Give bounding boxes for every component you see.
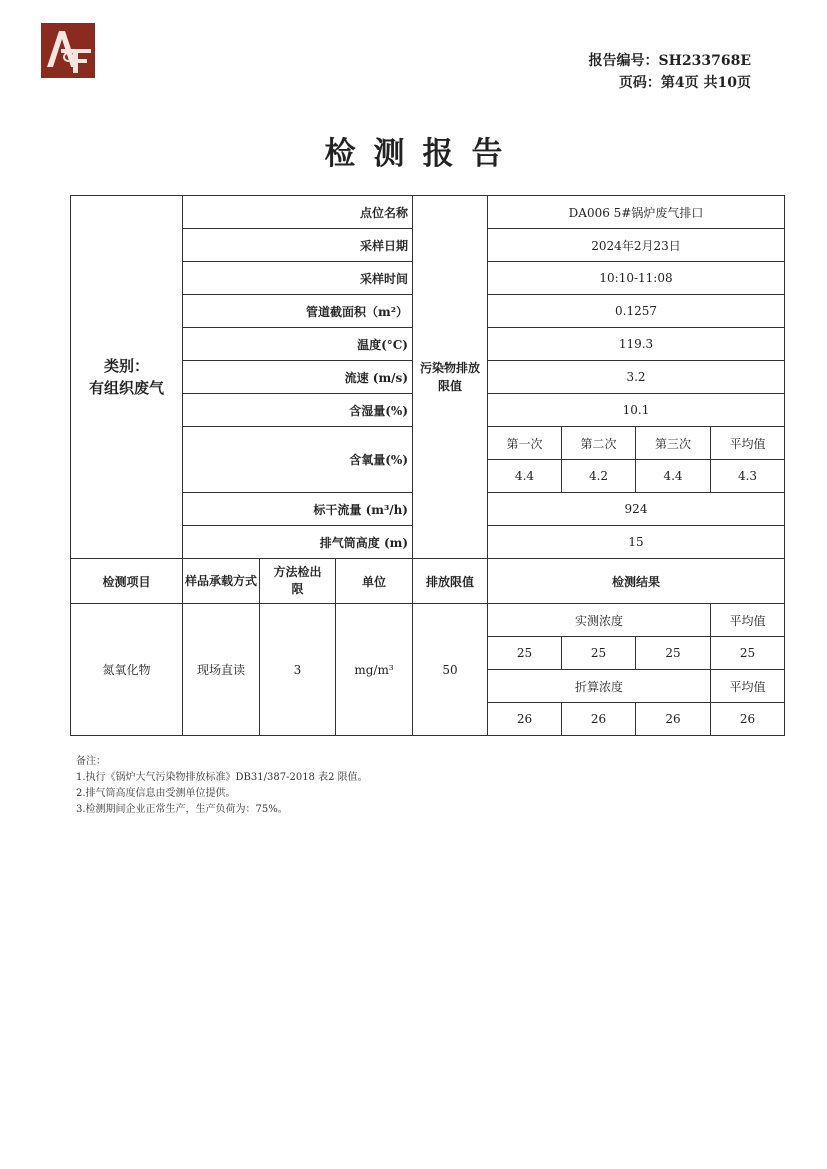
converted-avg-label: 平均值	[711, 670, 785, 703]
converted-value-2: 26	[562, 703, 636, 736]
area-label: 管道截面积（m²）	[183, 295, 413, 328]
converted-value-3: 26	[636, 703, 711, 736]
item-header: 检测项目	[71, 559, 183, 604]
detection-limit-value: 3	[260, 604, 336, 736]
temp-label: 温度(°C)	[183, 328, 413, 361]
humidity-label: 含湿量(%)	[183, 394, 413, 427]
height-value: 15	[488, 526, 785, 559]
area-value: 0.1257	[488, 295, 785, 328]
page-number: 页码：第4页 共10页	[618, 75, 751, 91]
speed-label: 流速 (m/s)	[183, 361, 413, 394]
time-label: 采样时间	[183, 262, 413, 295]
remark-line: 3.检测期间企业正常生产，生产负荷为：75%。	[76, 804, 288, 815]
category-label: 类别：	[103, 357, 149, 375]
converted-avg-value: 26	[711, 703, 785, 736]
carrier-header: 样品承载方式	[183, 559, 260, 604]
remarks	[76, 754, 368, 818]
category-value: 有组织废气	[88, 379, 164, 397]
speed-value: 3.2	[488, 361, 785, 394]
detection-limit-header: 方法检出限	[260, 559, 336, 604]
flow-value: 924	[488, 493, 785, 526]
oxygen-value-avg: 4.3	[711, 460, 785, 493]
oxygen-header-2: 第二次	[562, 427, 636, 460]
test-report-table	[70, 195, 785, 736]
measured-value-3: 25	[636, 637, 711, 670]
measured-avg-label: 平均值	[711, 604, 785, 637]
unit-value: mg/m³	[336, 604, 413, 736]
measured-value-2: 25	[562, 637, 636, 670]
oxygen-value-1: 4.4	[488, 460, 562, 493]
measured-avg-value: 25	[711, 637, 785, 670]
limit-label: 污染物排放限值	[413, 196, 488, 559]
oxygen-header-avg: 平均值	[711, 427, 785, 460]
oxygen-label: 含氧量(%)	[183, 427, 413, 493]
oxygen-value-2: 4.2	[562, 460, 636, 493]
converted-value-1: 26	[488, 703, 562, 736]
company-logo	[41, 23, 95, 78]
point-label: 点位名称	[183, 196, 413, 229]
result-header: 检测结果	[488, 559, 785, 604]
humidity-value: 10.1	[488, 394, 785, 427]
date-label: 采样日期	[183, 229, 413, 262]
flow-label: 标干流量 (m³/h)	[183, 493, 413, 526]
oxygen-header-3: 第三次	[636, 427, 711, 460]
remark-line: 2.排气筒高度信息由受测单位提供。	[76, 788, 236, 799]
unit-header: 单位	[336, 559, 413, 604]
pollutant-name: 氮氧化物	[71, 604, 183, 736]
date-value: 2024年2月23日	[488, 229, 785, 262]
time-value: 10:10-11:08	[488, 262, 785, 295]
emission-limit-value: 50	[413, 604, 488, 736]
height-label: 排气筒高度 (m)	[183, 526, 413, 559]
oxygen-header-1: 第一次	[488, 427, 562, 460]
point-value: DA006 5#锅炉废气排口	[488, 196, 785, 229]
measured-label: 实测浓度	[488, 604, 711, 637]
remark-line: 1.执行《锅炉大气污染物排放标准》DB31/387-2018 表2 限值。	[76, 772, 368, 783]
report-number: 报告编号：SH233768E	[588, 53, 751, 69]
converted-label: 折算浓度	[488, 670, 711, 703]
report-header-info	[589, 50, 751, 94]
emission-limit-header: 排放限值	[413, 559, 488, 604]
document-title: 检测报告	[324, 136, 521, 172]
measured-value-1: 25	[488, 637, 562, 670]
carrier-value: 现场直读	[183, 604, 260, 736]
remarks-title: 备注：	[76, 756, 106, 767]
temp-value: 119.3	[488, 328, 785, 361]
oxygen-value-3: 4.4	[636, 460, 711, 493]
category-cell	[71, 196, 183, 559]
